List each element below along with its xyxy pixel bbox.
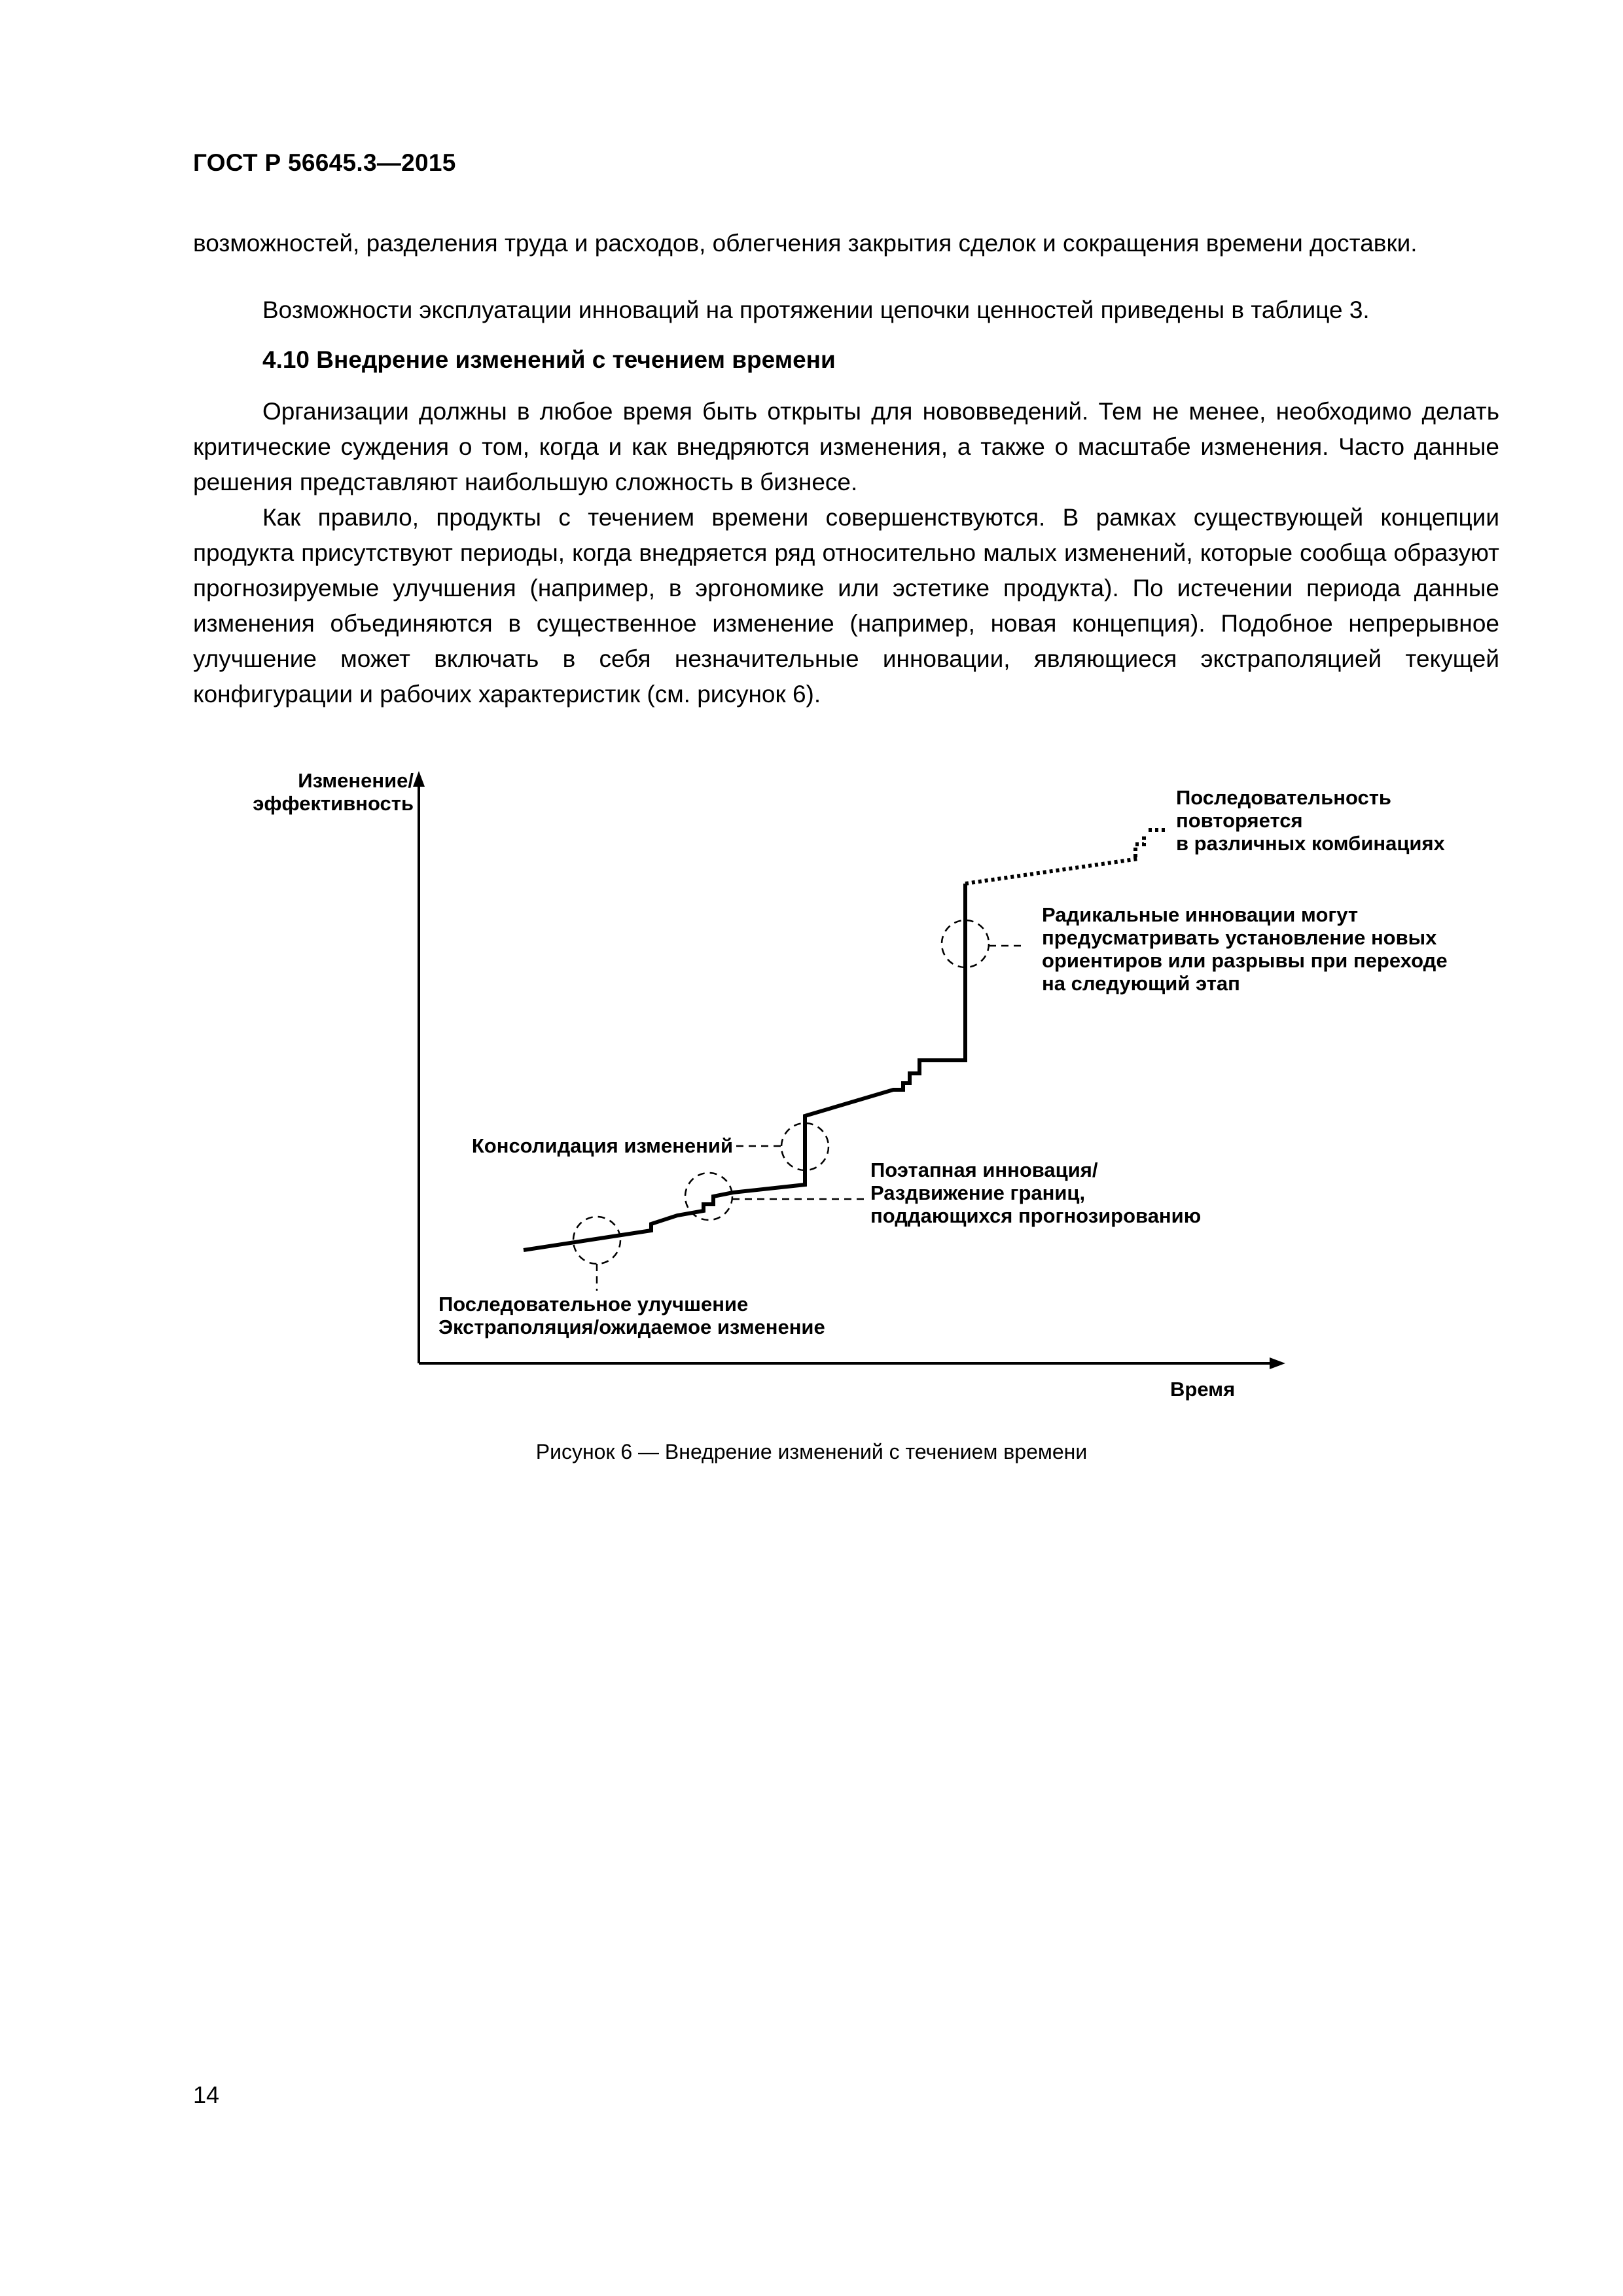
label-sequential bbox=[438, 1293, 825, 1338]
paragraph-organizations: Организации должны в любое время быть открыты для нововведений. Тем не менее, необходимо делать критические суждения о том, когда и как внедряются изменения, а также о масштабе изменения. Часто данные решения представляют наибольшую сложность в бизнесе. bbox=[193, 398, 1499, 495]
label-consolidation: Консолидация изменений bbox=[471, 1134, 733, 1157]
paragraph-continued bbox=[193, 226, 1499, 261]
paragraph-continued-text: возможностей, разделения труда и расходов, облегчения закрытия сделок и сокращения времени доставки. bbox=[193, 230, 1418, 257]
label-radical-line: предусматривать установление новых bbox=[1042, 926, 1437, 949]
y-axis-arrow-icon bbox=[413, 771, 425, 787]
x-axis-label: Время bbox=[1170, 1378, 1236, 1401]
label-stepwise-line: Поэтапная инновация/ bbox=[870, 1158, 1098, 1181]
label-sequential-line: Экстраполяция/ожидаемое изменение bbox=[438, 1316, 825, 1338]
figure-caption: Рисунок 6 — Внедрение изменений с течением времени bbox=[535, 1440, 1088, 1463]
label-radical-line: на следующий этап bbox=[1042, 972, 1240, 995]
label-stepwise-line: поддающихся прогнозированию bbox=[870, 1204, 1202, 1227]
paragraph-products: Как правило, продукты с течением времени совершенствуются. В рамках существующей концепции продукта присутствуют периоды, когда внедряется ряд относительно малых изменений, которые сообща образуют прогнозируемые улучшения (например, в эргономике или эстетике продукта). По истечении периода данные изменения объединяются в существенное изменение (например, новая концепция). Подобное непрерывное улучшение может включать в себя незначительные инновации, являющиеся экстраполяцией текущей конфигурации и рабочих характеристик (см. рисунок 6). bbox=[193, 504, 1499, 708]
label-stepwise-line: Раздвижение границ, bbox=[870, 1181, 1086, 1204]
document-header: ГОСТ Р 56645.3—2015 bbox=[193, 149, 456, 176]
label-sequence-repeats-line: Последовательность bbox=[1176, 786, 1391, 809]
x-axis-arrow-icon bbox=[1270, 1357, 1285, 1369]
paragraph-block bbox=[193, 394, 1499, 712]
sequence-continuation bbox=[965, 859, 1139, 884]
label-sequential-line: Последовательное улучшение bbox=[438, 1293, 749, 1316]
y-axis-label-line1: Изменение/ bbox=[298, 769, 414, 792]
label-sequence-repeats-line: повторяется bbox=[1176, 809, 1303, 832]
section-heading: 4.10 Внедрение изменений с течением времени bbox=[262, 346, 836, 373]
label-stepwise bbox=[870, 1158, 1201, 1227]
figure-6 bbox=[216, 753, 1448, 1407]
label-radical-line: Радикальные инновации могут bbox=[1042, 903, 1359, 926]
circle-stepwise bbox=[685, 1173, 732, 1220]
label-sequence-repeats bbox=[1176, 786, 1445, 855]
label-radical bbox=[1042, 903, 1448, 995]
y-axis-label-line2: эффективность bbox=[253, 792, 414, 815]
y-axis-label bbox=[216, 769, 414, 815]
label-sequence-repeats-line: в различных комбинациях bbox=[1176, 832, 1445, 855]
paragraph-reference-text: Возможности эксплуатации инноваций на протяжении цепочки ценностей приведены в таблице 3. bbox=[262, 296, 1370, 323]
axes bbox=[413, 771, 1285, 1369]
sequence-continuation-steps bbox=[1135, 836, 1144, 857]
paragraph-reference bbox=[193, 293, 1499, 328]
page-number: 14 bbox=[193, 2081, 220, 2108]
label-radical-line: ориентиров или разрывы при переходе bbox=[1042, 949, 1448, 972]
